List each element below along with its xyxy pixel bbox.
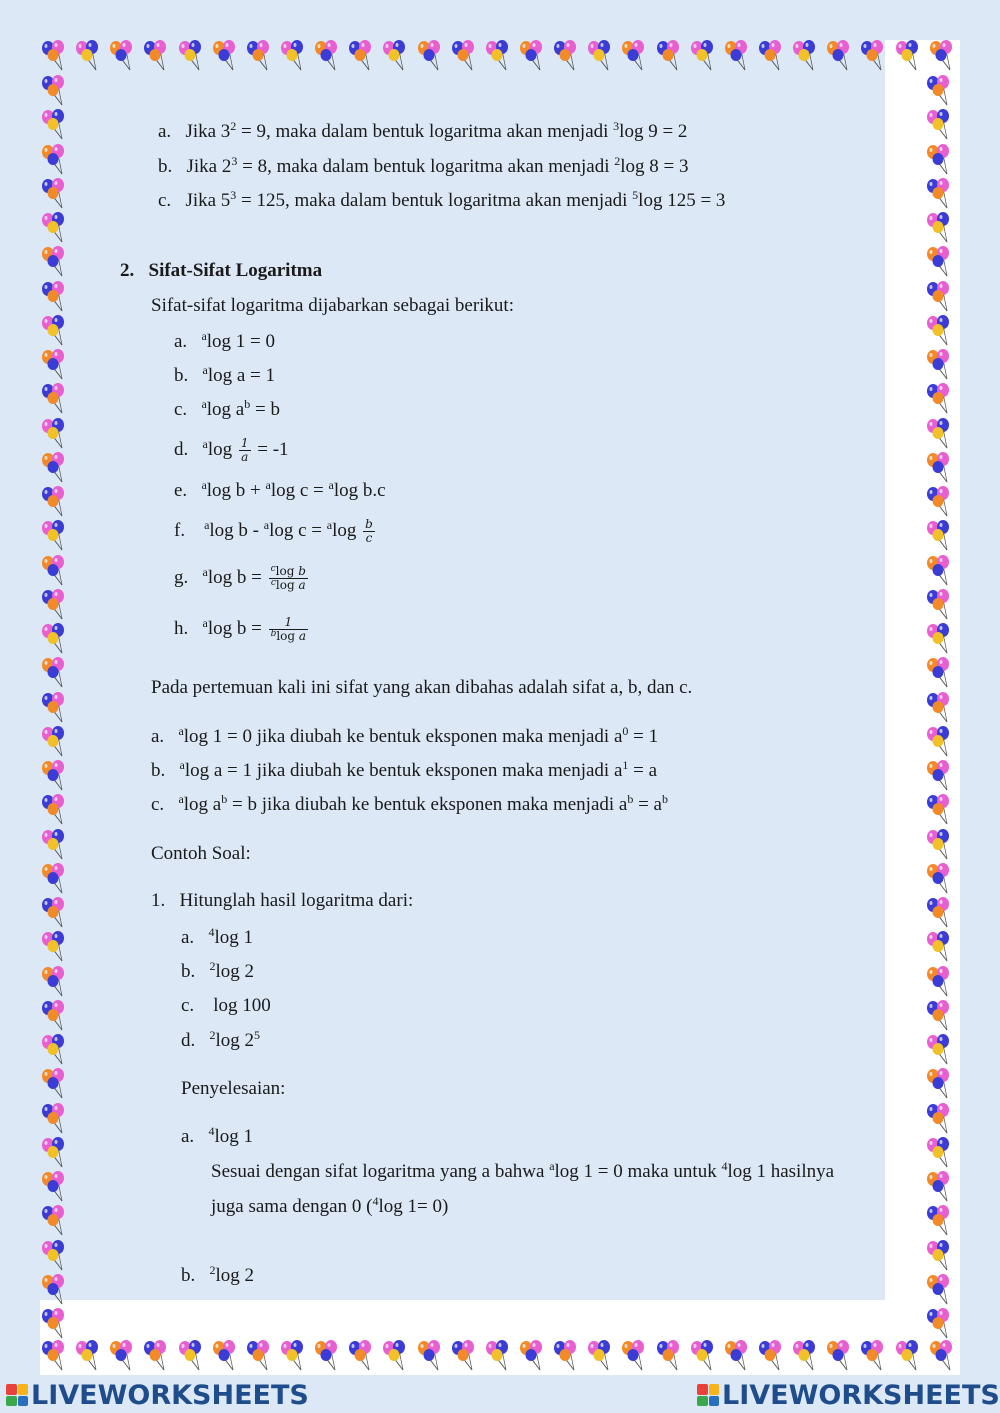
balloon-icon: [925, 418, 957, 450]
discussion-item-c: c. $^a$log $a^b = b$ jika diubah ke bentuk eksponen maka menjadi $a^b = a^b$: [151, 792, 668, 815]
balloon-icon: [620, 40, 652, 72]
discussion-intro: Pada pertemuan kali ini sifat yang akan dibahas adalah sifat a, b, dan c.: [151, 677, 693, 698]
balloon-icon: [925, 1068, 957, 1100]
balloon-icon: [211, 1340, 243, 1372]
property-f: f. $^a$log b - $^a$log c = $^a$log $\frac{b}{c}$: [174, 517, 373, 545]
balloon-icon: [74, 40, 106, 72]
balloon-icon: [552, 1340, 584, 1372]
balloon-icon: [40, 75, 72, 107]
balloon-icon: [925, 1240, 957, 1272]
balloon-icon: [925, 315, 957, 347]
balloon-icon: [74, 1340, 106, 1372]
example-item-b: b. Jika $2^3 = 8$, maka dalam bentuk logaritma akan menjadi $^2$log 8 = 3: [158, 154, 689, 177]
balloon-icon: [40, 418, 72, 450]
balloon-icon: [40, 1171, 72, 1203]
balloon-icon: [894, 1340, 926, 1372]
balloon-icon: [40, 349, 72, 381]
question-item-b: b. $^2$log 2: [181, 959, 255, 982]
solution-a-explanation-line2: juga sama dengan 0 ($^4$log 1= 0): [211, 1194, 449, 1217]
balloon-icon: [925, 75, 957, 107]
balloon-icon: [791, 1340, 823, 1372]
fraction-b-over-c: $\frac{b}{c}$: [365, 517, 373, 545]
balloon-icon: [925, 1205, 957, 1237]
balloon-icon: [40, 1274, 72, 1306]
balloon-icon: [925, 520, 957, 552]
balloon-icon: [925, 863, 957, 895]
balloon-icon: [925, 246, 957, 278]
solution-item-a: a. $^4$log 1: [181, 1124, 253, 1147]
balloon-icon: [928, 40, 960, 72]
balloon-icon: [484, 40, 516, 72]
balloon-icon: [620, 1340, 652, 1372]
liveworksheets-logo-right[interactable]: [697, 1380, 1000, 1410]
balloon-icon: [586, 40, 618, 72]
balloon-icon: [925, 1000, 957, 1032]
balloon-icon: [381, 40, 413, 72]
balloon-icon: [40, 452, 72, 484]
question-item-c: c. log 100: [181, 995, 271, 1016]
balloon-icon: [142, 40, 174, 72]
property-e: e. $^a$log b + $^a$log c = $^a$log b.c: [174, 478, 386, 501]
property-b: b. $^a$log a = 1: [174, 363, 276, 386]
balloon-icon: [245, 1340, 277, 1372]
balloon-icon: [381, 1340, 413, 1372]
balloon-icon: [40, 1000, 72, 1032]
balloon-icon: [925, 623, 957, 655]
balloon-icon: [177, 1340, 209, 1372]
balloon-icon: [347, 1340, 379, 1372]
solution-heading: Penyelesaian:: [181, 1078, 286, 1099]
balloon-icon: [40, 1308, 72, 1340]
balloon-icon: [791, 40, 823, 72]
solution-item-b: b. $^2$log 2: [181, 1263, 255, 1286]
balloon-icon: [40, 760, 72, 792]
balloon-icon: [40, 794, 72, 826]
balloon-icon: [689, 1340, 721, 1372]
balloon-icon: [925, 931, 957, 963]
balloon-icon: [925, 897, 957, 929]
example-item-c: c. Jika $5^3 = 125$, maka dalam bentuk logaritma akan menjadi $^5$log 125 = 3: [158, 188, 726, 211]
balloon-icon: [586, 1340, 618, 1372]
balloon-icon: [925, 383, 957, 415]
section-intro: Sifat-sifat logaritma dijabarkan sebagai berikut:: [151, 295, 514, 316]
solution-a-explanation-line1: Sesuai dengan sifat logaritma yang a bahwa $^a$log 1 = 0 maka untuk $^4$log 1 hasilnya: [211, 1159, 835, 1182]
balloon-icon: [40, 1068, 72, 1100]
balloon-icon: [518, 40, 550, 72]
balloon-icon: [40, 555, 72, 587]
balloon-icon: [142, 1340, 174, 1372]
balloon-icon: [925, 829, 957, 861]
balloon-icon: [925, 760, 957, 792]
balloon-icon: [925, 452, 957, 484]
fraction-one-over-a: $\frac{1}{a}$: [240, 436, 249, 464]
balloon-icon: [40, 692, 72, 724]
balloon-icon: [40, 178, 72, 210]
balloon-icon: [211, 40, 243, 72]
balloon-icon: [40, 623, 72, 655]
balloon-icon: [40, 486, 72, 518]
balloon-icon: [925, 555, 957, 587]
balloon-icon: [177, 40, 209, 72]
balloon-border-bottom: [40, 1340, 960, 1375]
brand-name: LIVEWORKSHEETS: [722, 1379, 1000, 1411]
balloon-icon: [40, 589, 72, 621]
balloon-icon: [40, 212, 72, 244]
liveworksheets-mark-icon: [6, 1384, 28, 1406]
balloon-icon: [552, 40, 584, 72]
balloon-icon: [655, 1340, 687, 1372]
balloon-icon: [40, 246, 72, 278]
balloon-icon: [689, 40, 721, 72]
balloon-icon: [894, 40, 926, 72]
balloon-icon: [40, 726, 72, 758]
balloon-icon: [655, 40, 687, 72]
balloon-icon: [925, 1171, 957, 1203]
balloon-border-top: [40, 40, 960, 75]
brand-name: LIVEWORKSHEETS: [31, 1379, 309, 1411]
property-h: h. $^a$log b = $\frac{1}{^b\log a}$: [174, 615, 307, 643]
discussion-item-a: a. $^a$log 1 = 0 jika diubah ke bentuk eksponen maka menjadi $a^0 = 1$: [151, 724, 659, 747]
balloon-icon: [925, 1034, 957, 1066]
question-item-a: a. $^4$log 1: [181, 925, 253, 948]
balloon-icon: [925, 281, 957, 313]
balloon-icon: [925, 1137, 957, 1169]
balloon-border-left: [40, 75, 75, 1340]
balloon-icon: [825, 40, 857, 72]
balloon-icon: [40, 520, 72, 552]
balloon-icon: [450, 40, 482, 72]
balloon-icon: [313, 1340, 345, 1372]
balloon-icon: [757, 1340, 789, 1372]
balloon-icon: [40, 1205, 72, 1237]
balloon-icon: [925, 966, 957, 998]
balloon-icon: [108, 1340, 140, 1372]
balloon-icon: [40, 1137, 72, 1169]
balloon-icon: [279, 1340, 311, 1372]
balloon-icon: [40, 966, 72, 998]
balloon-icon: [40, 1240, 72, 1272]
question-item-d: d. $^2$log $2^5$: [181, 1028, 261, 1051]
balloon-icon: [925, 1308, 957, 1340]
balloon-icon: [40, 863, 72, 895]
balloon-icon: [859, 40, 891, 72]
fraction-change-of-base: $\frac{^c\log b}{^c\log a}$: [270, 564, 306, 592]
balloon-icon: [416, 40, 448, 72]
balloon-icon: [518, 1340, 550, 1372]
example-heading: Contoh Soal:: [151, 843, 251, 864]
property-a: a. $^a$log 1 = 0: [174, 329, 276, 352]
balloon-icon: [40, 1034, 72, 1066]
balloon-icon: [925, 657, 957, 689]
balloon-icon: [40, 315, 72, 347]
liveworksheets-logo-left[interactable]: [6, 1380, 309, 1410]
worksheet-page: [35, 35, 885, 1300]
example-item-a: a. Jika $3^2 = 9$, maka dalam bentuk logaritma akan menjadi $^3$log 9 = 2: [158, 119, 688, 142]
balloon-icon: [416, 1340, 448, 1372]
balloon-icon: [279, 40, 311, 72]
balloon-icon: [859, 1340, 891, 1372]
balloon-icon: [723, 1340, 755, 1372]
balloon-icon: [925, 1103, 957, 1135]
balloon-icon: [40, 829, 72, 861]
discussion-item-b: b. $^a$log a = 1 jika diubah ke bentuk eksponen maka menjadi $a^1 = a$: [151, 758, 658, 781]
balloon-icon: [450, 1340, 482, 1372]
balloon-icon: [757, 40, 789, 72]
balloon-icon: [40, 144, 72, 176]
property-g: g. $^a$log b = $\frac{^c\log b}{^c\log a}$: [174, 564, 306, 592]
balloon-icon: [40, 281, 72, 313]
property-c: c. $^a$log $a^b = b$: [174, 397, 280, 420]
balloon-icon: [925, 589, 957, 621]
balloon-icon: [40, 109, 72, 141]
balloon-icon: [928, 1340, 960, 1372]
balloon-icon: [925, 349, 957, 381]
balloon-icon: [40, 40, 72, 72]
section-heading: 2. Sifat-Sifat Logaritma: [120, 260, 323, 281]
balloon-icon: [925, 794, 957, 826]
balloon-icon: [484, 1340, 516, 1372]
balloon-icon: [925, 178, 957, 210]
balloon-icon: [347, 40, 379, 72]
liveworksheets-mark-icon: [697, 1384, 719, 1406]
balloon-icon: [40, 657, 72, 689]
balloon-icon: [40, 931, 72, 963]
balloon-icon: [40, 1103, 72, 1135]
balloon-icon: [108, 40, 140, 72]
balloon-icon: [245, 40, 277, 72]
balloon-icon: [825, 1340, 857, 1372]
balloon-border-right: [925, 75, 960, 1340]
balloon-icon: [925, 212, 957, 244]
question: 1. Hitunglah hasil logaritma dari:: [151, 890, 414, 911]
balloon-icon: [925, 726, 957, 758]
balloon-icon: [925, 144, 957, 176]
balloon-icon: [925, 109, 957, 141]
balloon-icon: [925, 1274, 957, 1306]
balloon-icon: [40, 1340, 72, 1372]
balloon-icon: [40, 897, 72, 929]
balloon-icon: [925, 692, 957, 724]
balloon-icon: [723, 40, 755, 72]
property-d: d. $^a$log $\frac{1}{a}$ = -1: [174, 436, 289, 464]
fraction-reciprocal: $\frac{1}{^b\log a}$: [270, 615, 307, 643]
balloon-icon: [925, 486, 957, 518]
balloon-icon: [313, 40, 345, 72]
balloon-icon: [40, 383, 72, 415]
